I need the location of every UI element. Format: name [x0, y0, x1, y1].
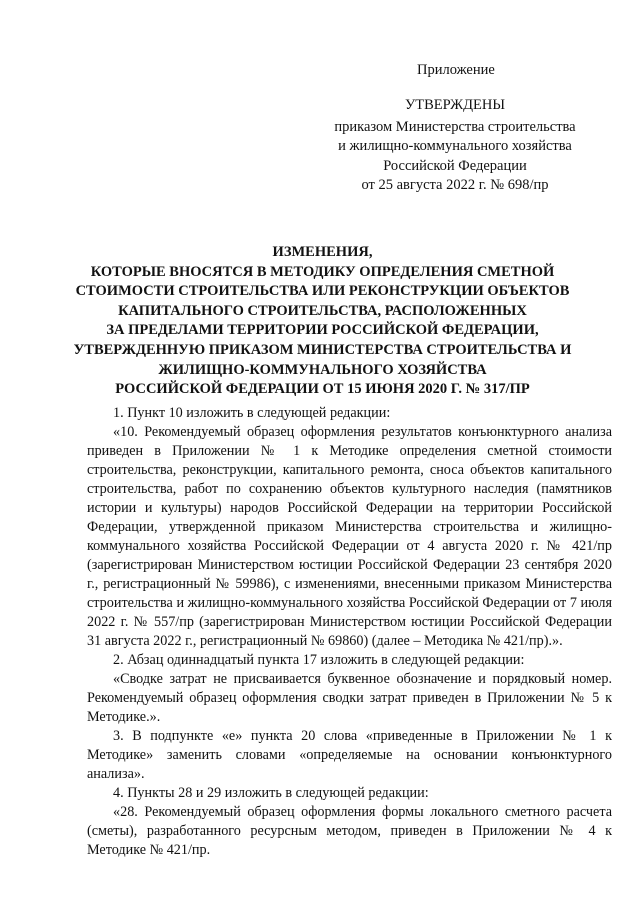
- approval-line: приказом Министерства строительства: [334, 118, 576, 135]
- paragraph-item-1: 1. Пункт 10 изложить в следующей редакции:: [113, 405, 391, 421]
- paragraph-item-3: 3. В подпункте «е» пункта 20 слова «приведенные в Приложении № 1 к Методике» заменить словами «определяемые на основании конъюнктурного анализа».: [87, 728, 612, 782]
- paragraph-item-2: 2. Абзац одиннадцатый пункта 17 изложить в следующей редакции:: [113, 652, 525, 668]
- heading-line: СТОИМОСТИ СТРОИТЕЛЬСТВА ИЛИ РЕКОНСТРУКЦИИ ОБЪЕКТОВ: [75, 283, 570, 300]
- paragraph-quote-28: «28. Рекомендуемый образец оформления формы локального сметного расчета (сметы), разработанного ресурсным методом, приведен в Приложении № 4 к Методике № 421/пр.: [87, 804, 612, 858]
- paragraph-quote-summary: «Сводке затрат не присваивается буквенное обозначение и порядковый номер. Рекомендуемый образец оформления сводки затрат приведен в Приложении № 5 к Методике.».: [87, 671, 612, 725]
- approval-line: и жилищно-коммунального хозяйства: [338, 138, 572, 154]
- appendix-label: Приложение: [417, 62, 495, 78]
- document-body: [87, 404, 612, 860]
- approval-block: [300, 96, 610, 196]
- approval-line: от 25 августа 2022 г. № 698/пр: [361, 177, 549, 193]
- heading-line: КОТОРЫЕ ВНОСЯТСЯ В МЕТОДИКУ ОПРЕДЕЛЕНИЯ СМЕТНОЙ: [90, 263, 555, 280]
- approval-line: Российской Федерации: [383, 157, 527, 174]
- document-heading: [60, 243, 585, 400]
- heading-line: РОССИЙСКОЙ ФЕДЕРАЦИИ ОТ 15 ИЮНЯ 2020 Г. № 317/ПР: [115, 381, 530, 398]
- heading-line: ЗА ПРЕДЕЛАМИ ТЕРРИТОРИИ РОССИЙСКОЙ ФЕДЕРАЦИИ,: [106, 322, 539, 339]
- approval-title: УТВЕРЖДЕНЫ: [404, 97, 506, 113]
- paragraph-quote-10: «10. Рекомендуемый образец оформления результатов конъюнктурного анализа приведен в Приложении № 1 к Методике определения сметной стоимости строительства, реконструкции, капитального ремонта, сноса объектов капитального строительства, работ по сохранению объектов культурного наследия (памятников истории и культуры) народов Российской Федерации на территории Российской Федерации, утвержденной приказом Министерства строительства и жилищно-коммунального хозяйства Российской Федерации от 4 августа 2020 г. № 421/пр (зарегистрирован Министерством юстиции Российской Федерации 23 сентября 2020 г., регистрационный № 59986), с изменениями, внесенными приказом Министерства строительства и жилищно-коммунального хозяйства Российской Федерации от 7 июля 2022 г. № 557/пр (зарегистрирован Министерством юстиции Российской Федерации 31 августа 2022 г., регистрационный № 69860) (далее – Методика № 421/пр).».: [87, 424, 612, 649]
- heading-line: КАПИТАЛЬНОГО СТРОИТЕЛЬСТВА, РАСПОЛОЖЕННЫХ: [118, 302, 527, 319]
- paragraph-item-4: 4. Пункты 28 и 29 изложить в следующей редакции:: [113, 785, 429, 801]
- heading-line: УТВЕРЖДЕННУЮ ПРИКАЗОМ МИНИСТЕРСТВА СТРОИТЕЛЬСТВА И: [73, 341, 572, 358]
- heading-line: ИЗМЕНЕНИЯ,: [272, 244, 373, 260]
- heading-line: ЖИЛИЩНО-КОММУНАЛЬНОГО ХОЗЯЙСТВА: [158, 361, 487, 378]
